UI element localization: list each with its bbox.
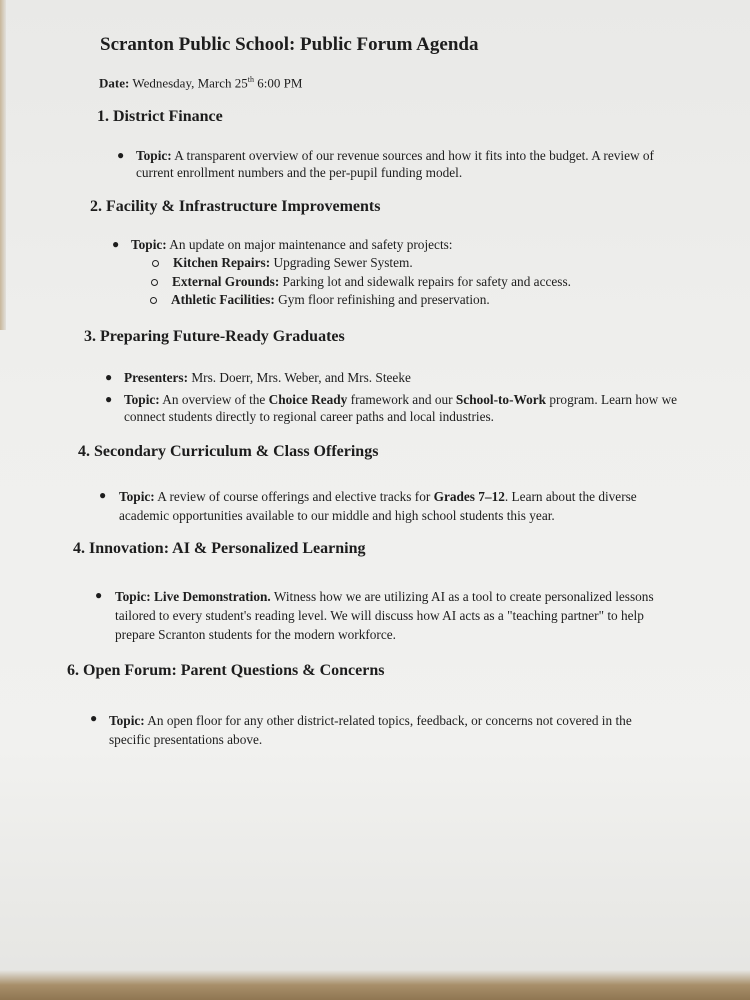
sub-list-item (150, 292, 490, 308)
bullet-icon: ● (90, 711, 98, 725)
list-item (131, 236, 453, 253)
topic-text: connect students directly to regional career paths and local industries. (124, 409, 494, 424)
section-heading: 6. Open Forum: Parent Questions & Concerns (67, 662, 385, 679)
bullet-icon: ● (105, 370, 113, 384)
page-title: Scranton Public School: Public Forum Agenda (100, 34, 479, 55)
topic-text: An overview of the (159, 392, 269, 407)
circle-bullet-icon (151, 279, 158, 286)
topic-label: Topic: (131, 237, 167, 252)
circle-bullet-icon (150, 297, 157, 304)
topic-label: Topic: (124, 392, 160, 407)
presenters-label: Presenters: (124, 370, 188, 385)
paper-edge (0, 0, 6, 330)
circle-bullet-icon (152, 260, 159, 267)
date-value: Wednesday, March 25 (129, 75, 248, 91)
topic-text: current enrollment numbers and the per-pupil funding model. (136, 165, 463, 180)
subitem-text: Upgrading Sewer System. (270, 255, 413, 270)
topic-text: Witness how we are utilizing AI as a tool to create personalized lessons (270, 589, 654, 604)
topic-text: program. Learn how we (546, 392, 678, 407)
list-item (115, 587, 654, 644)
subitem-label: External Grounds: (172, 274, 280, 289)
bullet-icon: ● (99, 488, 107, 502)
section-heading: 3. Preparing Future-Ready Graduates (84, 328, 345, 345)
list-item (124, 391, 677, 425)
topic-text: specific presentations above. (109, 732, 263, 747)
presenters-text: Mrs. Doerr, Mrs. Weber, and Mrs. Steeke (188, 370, 411, 385)
topic-text: framework and our (347, 392, 456, 407)
section-heading: 4. Secondary Curriculum & Class Offerings (78, 443, 379, 460)
bullet-icon: ● (117, 148, 125, 162)
date-label: Date: (99, 75, 130, 91)
topic-text: A transparent overview of our revenue sources and how it fits into the budget. A review of (171, 148, 654, 163)
topic-label: Topic: (119, 489, 155, 504)
topic-text: An open floor for any other district-related topics, feedback, or concerns not covered in the (144, 713, 632, 728)
sub-list-item (151, 274, 571, 290)
topic-text: A review of course offerings and elective tracks for (154, 489, 434, 504)
list-item (136, 147, 654, 181)
meeting-date (99, 75, 302, 91)
bullet-icon: ● (112, 237, 120, 251)
list-item (109, 711, 632, 749)
topic-emphasis: Choice Ready (268, 392, 348, 407)
subitem-text: Parking lot and sidewalk repairs for safety and access. (279, 274, 571, 289)
topic-text: tailored to every student's reading level. We will discuss how AI acts as a "teaching partner" to help (115, 608, 644, 623)
subitem-label: Athletic Facilities: (171, 292, 275, 307)
sub-list-item (152, 255, 413, 271)
topic-label: Topic: (136, 148, 172, 163)
topic-text: . Learn about the diverse (504, 489, 637, 504)
bullet-icon: ● (95, 588, 103, 602)
topic-label: Topic: Live Demonstration. (115, 589, 271, 604)
list-item (119, 487, 637, 525)
topic-label: Topic: (109, 713, 145, 728)
topic-text: prepare Scranton students for the modern workforce. (115, 627, 396, 642)
date-time: 6:00 PM (254, 75, 303, 91)
section-heading: 2. Facility & Infrastructure Improvements (90, 198, 381, 215)
topic-text: An update on major maintenance and safety projects: (166, 237, 453, 252)
section-heading: 1. District Finance (97, 108, 223, 125)
subitem-label: Kitchen Repairs: (173, 255, 271, 270)
topic-emphasis: School-to-Work (455, 392, 547, 407)
list-item (124, 369, 411, 386)
topic-emphasis: Grades 7–12 (433, 489, 505, 504)
subitem-text: Gym floor refinishing and preservation. (274, 292, 490, 307)
section-heading: 4. Innovation: AI & Personalized Learning (73, 540, 366, 557)
topic-text: academic opportunities available to our middle and high school students this year. (119, 508, 555, 523)
bullet-icon: ● (105, 392, 113, 406)
date-suffix: th (247, 75, 255, 84)
